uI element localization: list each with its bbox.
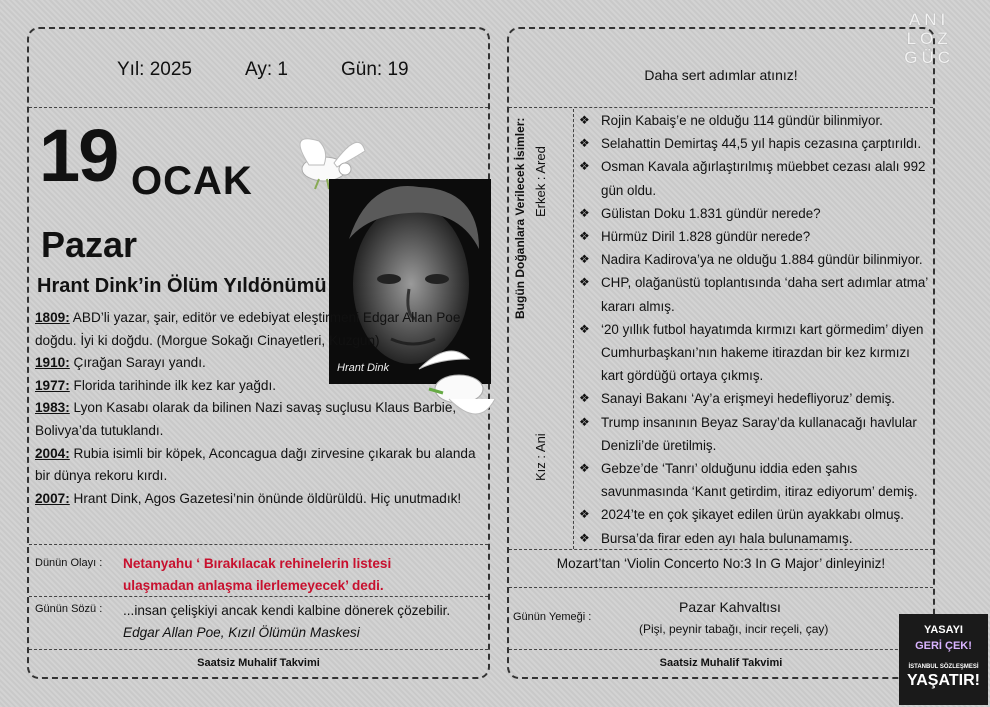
names-column: [509, 109, 573, 545]
weekday: Pazar: [41, 224, 138, 265]
diamond-bullet-icon: ❖: [579, 205, 590, 220]
yemek-title: Pazar Kahvaltısı: [679, 599, 781, 615]
olay-label: Dünün Olayı :: [35, 557, 103, 569]
day-heading: Hrant Dink’in Ölüm Yıldönümü: [37, 275, 327, 297]
male-name: Erkek : Ared: [533, 146, 548, 217]
list-item: ❖ 2024’te en çok şikayet edilen ürün ayakkabı olmuş.: [579, 503, 935, 526]
list-item: ❖ ‘20 yıllık futbol hayatımda kırmızı kart görmedim’ diyen Cumhurbaşkanı’nın hakeme itirazdan bir kez kırmızı kart gördüğü ortaya çıkmış.: [579, 318, 935, 388]
event-text: ABD’li yazar, şair, editör ve edebiyat eleştirmeni Edgar Allan Poe doğdu. İyi ki doğdu. (Morgue Sokağı Cinayetleri, Kuzgun): [35, 310, 461, 348]
divider: [29, 596, 488, 597]
event-year: 1977:: [35, 377, 70, 393]
yemek-detail: (Pişi, peynir tabağı, incir reçeli, çay): [639, 622, 829, 636]
olay-text: Netanyahu ‘ Bırakılacak rehinelerin listesi ulaşmadan anlaşma ilerlemeyecek’ dedi.: [123, 556, 392, 593]
divider: [29, 649, 488, 650]
diamond-bullet-icon: ❖: [579, 414, 590, 429]
right-header: Daha sert adımlar atınız!: [644, 67, 798, 83]
list-item: ❖ Gülistan Doku 1.831 gündür nerede?: [579, 202, 935, 225]
photo-caption: Hrant Dink: [337, 362, 389, 374]
event-item: [35, 307, 485, 352]
diamond-bullet-icon: ❖: [579, 159, 590, 174]
list-item: ❖ Selahattin Demirtaş 44,5 yıl hapis cezasına çarptırıldı.: [579, 132, 935, 155]
logo: ANI LOZ GÜC: [904, 10, 954, 67]
list-item: ❖ Trump insanının Beyaz Saray’da kullanacağı havlular Denizli’de üretilmiş.: [579, 411, 935, 457]
event-year: 1809:: [35, 310, 70, 325]
diamond-bullet-icon: ❖: [579, 113, 590, 127]
campaign-badge: [899, 614, 988, 705]
quote-author: Edgar Allan Poe, Kızıl Ölümün Maskesi: [123, 625, 360, 640]
list-item: ❖ Nadira Kadirova’ya ne olduğu 1.884 gündür bilinmiyor.: [579, 248, 935, 271]
event-text: Lyon Kasabı olarak da bilinen Nazi savaş suçlusu Klaus Barbie, Bolivya’da tutuklandı.: [35, 400, 457, 438]
year-label: Yıl: 2025: [117, 59, 192, 80]
event-year: 1910:: [35, 355, 70, 371]
yemek-label: Günün Yemeği :: [513, 611, 592, 623]
month-label: Ay: 1: [245, 59, 288, 80]
soz-text: [123, 600, 483, 644]
big-day-number: 19: [39, 114, 118, 197]
list-item: ❖ CHP, olağanüstü toplantısında ‘daha sert adımlar atma’ kararı almış.: [579, 271, 935, 317]
diamond-bullet-icon: ❖: [579, 391, 590, 406]
diamond-bullet-icon: ❖: [579, 136, 590, 151]
diamond-bullet-icon: ❖: [579, 530, 590, 545]
event-text: Çırağan Sarayı yandı.: [69, 355, 206, 371]
event-year: 1983:: [35, 400, 70, 416]
event-item: [35, 443, 485, 488]
badge-line: İSTANBUL SÖZLEŞMESİ: [908, 664, 979, 670]
divider: [509, 587, 933, 588]
list-item: ❖ Hürmüz Diril 1.828 gündür nerede?: [579, 225, 935, 248]
footer-title: Saatsiz Muhalif Takvimi: [197, 657, 320, 669]
news-list: [579, 109, 935, 550]
music-suggestion: Mozart’tan ‘Violin Concerto No:3 In G Major’ dinleyiniz!: [556, 556, 886, 571]
event-text: Rubia isimli bir köpek, Aconcagua dağı zirvesine çıkarak bu alanda bir dünya rekoru kırdı.: [35, 445, 476, 484]
divider: [573, 109, 574, 549]
diamond-bullet-icon: ❖: [579, 461, 590, 476]
diamond-bullet-icon: ❖: [579, 321, 590, 336]
list-item: ❖ Gebze’de ‘Tanrı’ olduğunu iddia eden şahıs savunmasında ‘Kanıt getirdim, itiraz ediyorum’ demiş.: [579, 457, 935, 503]
list-item: ❖ Rojin Kabaiş’e ne olduğu 114 gündür bilinmiyor.: [579, 109, 935, 132]
divider: [509, 107, 933, 108]
divider: [29, 107, 488, 108]
list-item: ❖ Sanayi Bakanı ‘Ay’a erişmeyi hedefliyoruz’ demiş.: [579, 387, 935, 410]
right-page: [507, 27, 935, 679]
big-month: OCAK: [131, 159, 253, 203]
names-label: Bugün Doğanlara Verilecek İsimler:: [513, 117, 527, 319]
badge-line: YASAYI: [924, 624, 963, 636]
list-item: ❖ Bursa’da firar eden ayı hala bulunamamış.: [579, 527, 935, 550]
divider: [29, 544, 488, 545]
event-text: Hrant Dink, Agos Gazetesi’nin önünde öldürüldü. Hiç unutmadık!: [69, 490, 462, 506]
list-item: ❖ Osman Kavala ağırlaştırılmış müebbet cezası alalı 992 gün oldu.: [579, 155, 935, 201]
footer-title: Saatsiz Muhalif Takvimi: [659, 657, 783, 669]
badge-line: YAŞATIR!: [907, 672, 980, 689]
day-label: Gün: 19: [341, 59, 409, 80]
diamond-bullet-icon: ❖: [579, 252, 590, 267]
event-item: [35, 488, 485, 511]
event-text: Florida tarihinde ilk kez kar yağdı.: [69, 377, 277, 393]
soz-label: Günün Sözü :: [35, 603, 103, 615]
event-year: 2004:: [35, 445, 70, 461]
badge-line: GERİ ÇEK!: [915, 640, 972, 652]
female-name: Kız : Ani: [533, 433, 548, 481]
diamond-bullet-icon: ❖: [579, 229, 590, 244]
event-item: [35, 397, 485, 442]
diamond-bullet-icon: ❖: [579, 507, 590, 522]
quote: ...insan çelişkiyi ancak kendi kalbine dönerek çözebilir.: [123, 603, 451, 618]
event-year: 2007:: [35, 490, 70, 506]
divider: [509, 649, 933, 650]
diamond-bullet-icon: ❖: [579, 275, 590, 290]
event-item: [35, 375, 485, 398]
divider: [509, 549, 933, 550]
left-page: [27, 27, 490, 679]
history-events: [35, 307, 485, 510]
event-item: [35, 352, 485, 375]
